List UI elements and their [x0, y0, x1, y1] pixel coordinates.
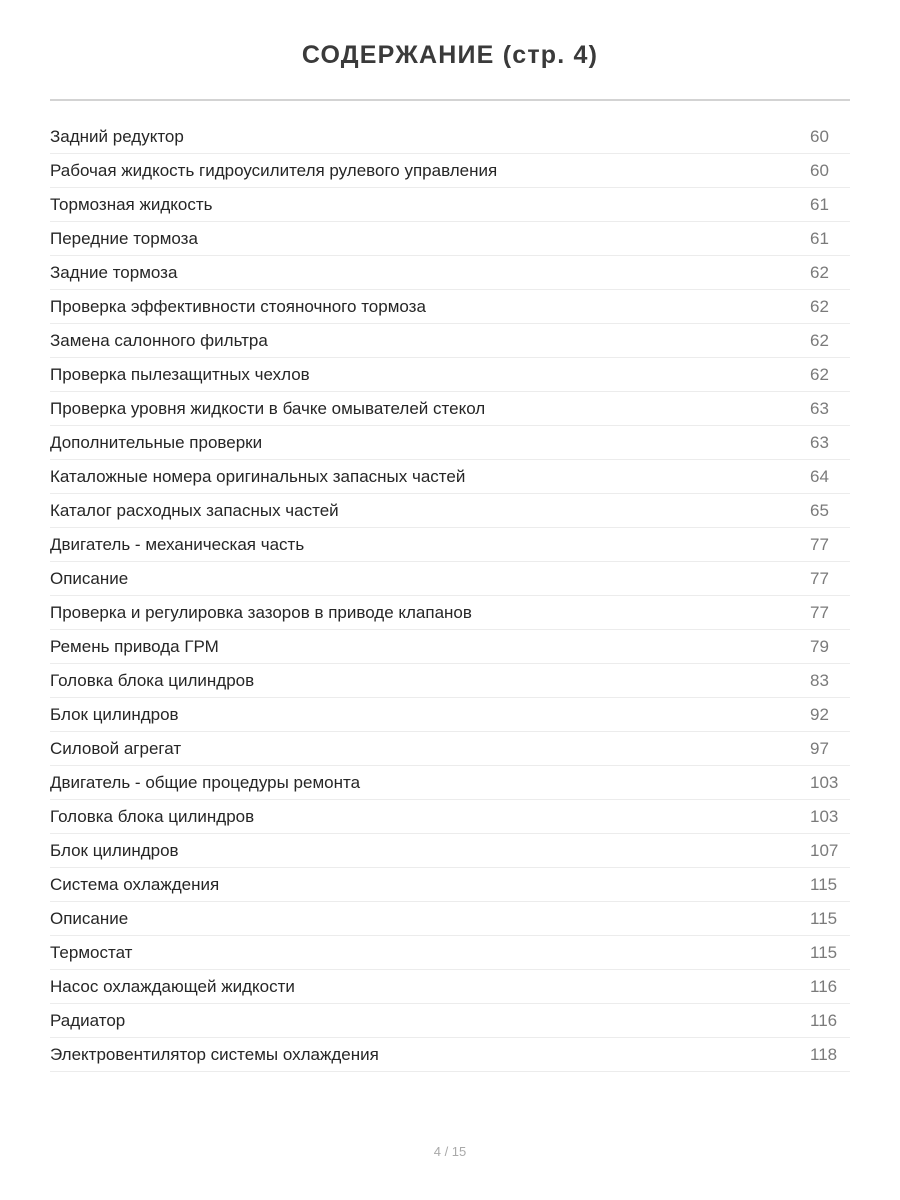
- toc-entry-title: Термостат: [50, 943, 133, 962]
- toc-entry-page: 63: [810, 399, 829, 418]
- toc-entry-page: 60: [810, 161, 829, 180]
- toc-entry-title: Радиатор: [50, 1011, 126, 1030]
- toc-entry[interactable]: [50, 562, 850, 596]
- toc-entry[interactable]: [50, 970, 850, 1004]
- toc-entry-page: 97: [810, 739, 829, 758]
- toc-entry-title: Задний редуктор: [50, 127, 184, 146]
- toc-entry[interactable]: [50, 902, 850, 936]
- toc-entry-title: Дополнительные проверки: [50, 433, 263, 452]
- toc-entry[interactable]: [50, 766, 850, 800]
- toc-entry-page: 115: [810, 943, 838, 962]
- toc-entry-page: 118: [810, 1045, 838, 1064]
- toc-entry-page: 62: [810, 263, 829, 282]
- toc-entry-page: 60: [810, 127, 829, 146]
- toc-entry[interactable]: [50, 936, 850, 970]
- toc-entry-page: 61: [810, 229, 829, 248]
- toc-entry-title: Замена салонного фильтра: [50, 331, 268, 350]
- toc-entry-title: Проверка пылезащитных чехлов: [50, 365, 310, 384]
- toc-entry-title: Электровентилятор системы охлаждения: [50, 1045, 379, 1064]
- toc-entry[interactable]: [50, 188, 850, 222]
- toc-entry-page: 79: [810, 637, 829, 656]
- toc-entry-page: 65: [810, 501, 829, 520]
- toc-entry-title: Блок цилиндров: [50, 841, 179, 860]
- title-divider: [50, 99, 850, 101]
- toc-entry-title: Головка блока цилиндров: [50, 671, 255, 690]
- toc-entry-title: Описание: [50, 569, 129, 588]
- toc-entry-page: 103: [810, 773, 839, 792]
- toc-entry[interactable]: [50, 222, 850, 256]
- toc-entry[interactable]: [50, 630, 850, 664]
- toc-entry[interactable]: [50, 664, 850, 698]
- toc-entry[interactable]: [50, 834, 850, 868]
- toc-entry[interactable]: [50, 392, 850, 426]
- toc-entry-page: 107: [810, 841, 839, 860]
- toc-entry-title: Тормозная жидкость: [50, 195, 213, 214]
- toc-entry-title: Насос охлаждающей жидкости: [50, 977, 295, 996]
- toc-entry-page: 63: [810, 433, 829, 452]
- toc-entry-page: 62: [810, 297, 829, 316]
- toc-entry[interactable]: [50, 358, 850, 392]
- toc-entry-page: 92: [810, 705, 829, 724]
- toc-entry[interactable]: [50, 460, 850, 494]
- toc-entry[interactable]: [50, 596, 850, 630]
- toc-list: [50, 120, 850, 1072]
- toc-entry[interactable]: [50, 1038, 850, 1072]
- toc-entry-title: Силовой агрегат: [50, 739, 182, 758]
- toc-entry[interactable]: [50, 120, 850, 154]
- toc-entry-title: Проверка уровня жидкости в бачке омывателей стекол: [50, 399, 486, 418]
- toc-entry[interactable]: [50, 154, 850, 188]
- toc-entry-page: 115: [810, 875, 838, 894]
- toc-entry-page: 116: [810, 1011, 838, 1030]
- toc-entry[interactable]: [50, 1004, 850, 1038]
- toc-entry[interactable]: [50, 528, 850, 562]
- toc-entry-page: 77: [810, 603, 829, 622]
- toc-entry-page: 103: [810, 807, 839, 826]
- toc-entry-title: Двигатель - механическая часть: [50, 535, 305, 554]
- toc-entry-title: Проверка эффективности стояночного тормоза: [50, 297, 426, 316]
- toc-entry-title: Двигатель - общие процедуры ремонта: [50, 773, 361, 792]
- toc-entry-page: 61: [810, 195, 829, 214]
- toc-entry-page: 115: [810, 909, 838, 928]
- toc-entry-title: Передние тормоза: [50, 229, 198, 248]
- toc-entry[interactable]: [50, 698, 850, 732]
- toc-entry-page: 83: [810, 671, 829, 690]
- page-indicator: 4 / 15: [433, 1144, 467, 1159]
- toc-entry[interactable]: [50, 732, 850, 766]
- toc-entry-page: 64: [810, 467, 829, 486]
- toc-entry[interactable]: [50, 290, 850, 324]
- page-title: СОДЕРЖАНИЕ (стр. 4): [301, 41, 599, 69]
- toc-entry[interactable]: [50, 800, 850, 834]
- toc-entry-title: Каталог расходных запасных частей: [50, 501, 339, 520]
- toc-entry[interactable]: [50, 324, 850, 358]
- toc-entry-title: Система охлаждения: [50, 875, 220, 894]
- toc-entry-title: Ремень привода ГРМ: [50, 637, 219, 656]
- toc-entry-title: Описание: [50, 909, 129, 928]
- toc-entry[interactable]: [50, 868, 850, 902]
- toc-entry-page: 116: [810, 977, 838, 996]
- toc-entry-page: 77: [810, 535, 829, 554]
- toc-entry-page: 62: [810, 331, 829, 350]
- toc-entry-title: Проверка и регулировка зазоров в приводе клапанов: [50, 603, 472, 622]
- toc-entry-title: Рабочая жидкость гидроусилителя рулевого управления: [50, 161, 498, 180]
- toc-entry[interactable]: [50, 256, 850, 290]
- toc-entry-title: Блок цилиндров: [50, 705, 179, 724]
- toc-entry[interactable]: [50, 494, 850, 528]
- toc-entry-title: Каталожные номера оригинальных запасных частей: [50, 467, 466, 486]
- toc-entry-title: Задние тормоза: [50, 263, 178, 282]
- toc-entry[interactable]: [50, 426, 850, 460]
- toc-entry-page: 62: [810, 365, 829, 384]
- toc-entry-page: 77: [810, 569, 829, 588]
- toc-entry-title: Головка блока цилиндров: [50, 807, 255, 826]
